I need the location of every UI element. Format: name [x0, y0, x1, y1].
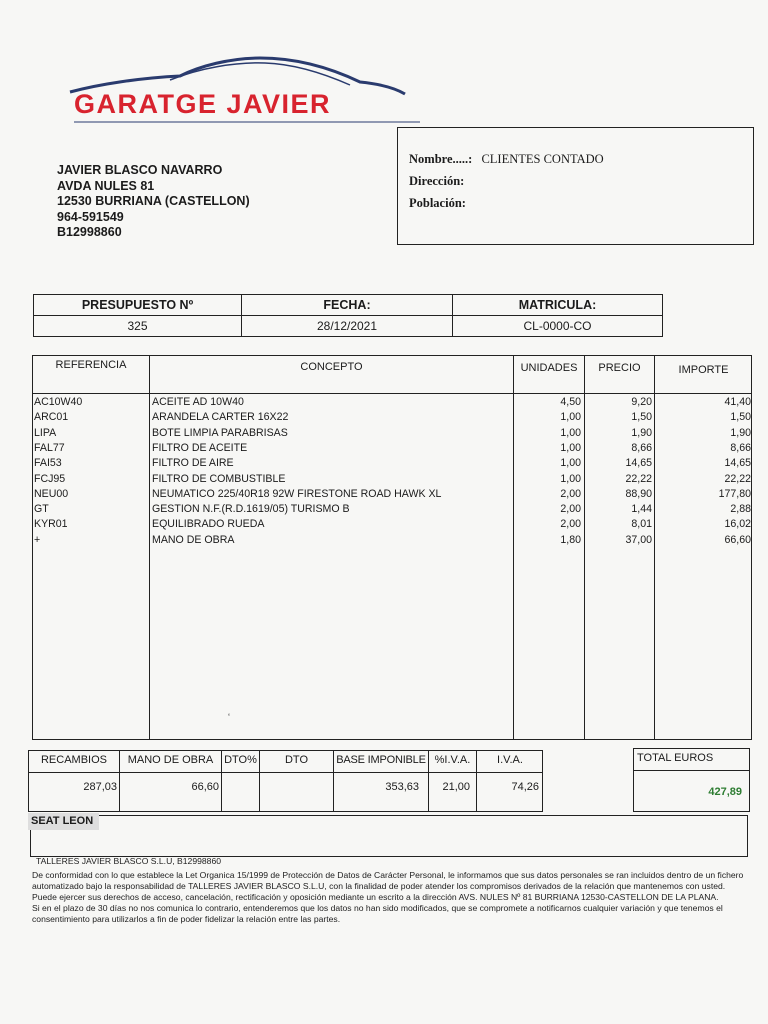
item-concept: ARANDELA CARTER 16X22 [152, 411, 289, 424]
item-units: 4,50 [560, 396, 581, 408]
item-units: 1,00 [560, 472, 581, 485]
vat-value: 74,26 [511, 781, 539, 793]
table-row [0, 411, 768, 426]
item-reference: LIPA [34, 426, 57, 439]
item-reference: + [34, 533, 41, 546]
item-concept: GESTION N.F.(R.D.1619/05) TURISMO B [152, 503, 350, 516]
parts-value: 287,03 [83, 781, 117, 793]
discount-label: DTO [284, 754, 309, 766]
item-price: 8,66 [631, 441, 652, 454]
item-units: 2,00 [560, 518, 581, 531]
company-info [57, 163, 250, 241]
plate-value: CL-0000-CO [452, 315, 663, 337]
legal-paragraph-3: Si en el plazo de 30 días no nos comunica lo contrario, entenderemos que los datos no han sido modificados, que se compromete a notificarnos cualquier variación y que tenemos el consentimiento para utilizarlos a fin de poder fidelizar la relación entre las partes. [32, 903, 723, 924]
item-concept: FILTRO DE ACEITE [152, 441, 248, 454]
item-price: 14,65 [625, 457, 652, 470]
item-reference: FCJ95 [34, 472, 66, 485]
item-units: 1,00 [560, 411, 581, 424]
client-name-value: CLIENTES CONTADO [481, 152, 604, 166]
legal-footer [32, 856, 752, 925]
table-row [0, 427, 768, 442]
item-amount: 14,65 [724, 457, 751, 470]
col-header-amount: IMPORTE [678, 364, 729, 376]
col-header-reference: REFERENCIA [55, 359, 127, 371]
table-row [0, 396, 768, 411]
company-phone: 964-591549 [57, 209, 124, 224]
logo-wordmark: GARATGE JAVIER [74, 89, 332, 119]
item-reference: AC10W40 [34, 396, 83, 408]
legal-paragraph-2: Puede ejercer sus derechos de acceso, cancelación, rectificación y oposición mediante un escrito a la dirección AVS. NULES Nº 81 BURRIANA 12530-CASTELLON DE LA PLANA. [32, 892, 719, 902]
item-amount: 2,88 [730, 503, 751, 516]
client-town-label: Población: [409, 196, 466, 210]
item-units: 1,00 [560, 457, 581, 470]
item-amount: 1,50 [730, 411, 751, 424]
item-amount: 1,90 [730, 426, 751, 439]
item-reference: FAL77 [34, 441, 65, 454]
client-box [397, 127, 754, 245]
item-units: 2,00 [560, 503, 581, 516]
item-amount: 66,60 [724, 533, 751, 546]
item-amount: 22,22 [724, 472, 751, 485]
client-name-label: Nombre.....: [409, 152, 473, 166]
taxable-base-label: BASE IMPONIBLE [336, 754, 426, 766]
vat-label: I.V.A. [497, 754, 523, 766]
plate-label: MATRICULA: [452, 294, 663, 316]
item-reference: KYR01 [34, 518, 68, 531]
date-value: 28/12/2021 [241, 315, 453, 337]
vehicle-box [30, 815, 748, 857]
item-price: 88,90 [625, 487, 652, 500]
vat-pct-label: %I.V.A. [434, 754, 471, 766]
date-label: FECHA: [241, 294, 453, 316]
labour-value: 66,60 [191, 781, 219, 793]
item-price: 1,44 [631, 503, 652, 516]
table-row [0, 534, 768, 549]
totals-divider [28, 772, 543, 773]
total-divider [633, 770, 750, 771]
footer-company-line: TALLERES JAVIER BLASCO S.L.U, B12998860 [36, 856, 222, 866]
item-units: 1,00 [560, 441, 581, 454]
table-row [0, 442, 768, 457]
table-row [0, 503, 768, 518]
item-units: 2,00 [560, 487, 581, 500]
item-amount: 16,02 [724, 518, 751, 531]
client-address-label: Dirección: [409, 174, 465, 188]
item-units: 1,00 [560, 426, 581, 439]
item-reference: GT [34, 503, 49, 516]
legal-paragraph-1: De conformidad con lo que establece la Let Organica 15/1999 de Protección de Datos de Carácter Personal, le informamos que sus datos personales se ran incluidos dentro de un fichero automatizado bajo la responsabilidad de TALLERES JAVIER BLASCO S.L.U, con la finalidad de poder atender los compromisos derivados de la relación que mantenemos con usted. [32, 870, 744, 891]
discount-pct-label: DTO% [224, 754, 257, 766]
company-tax-id: B12998860 [57, 225, 122, 239]
company-city: 12530 BURRIANA (CASTELLON) [57, 194, 250, 208]
vehicle-model: SEAT LEON [28, 813, 99, 830]
item-concept: FILTRO DE COMBUSTIBLE [152, 472, 286, 485]
item-units: 1,80 [560, 533, 581, 546]
item-price: 22,22 [625, 472, 652, 485]
item-concept: NEUMATICO 225/40R18 92W FIRESTONE ROAD HAWK XL [152, 487, 442, 500]
item-concept: FILTRO DE AIRE [152, 457, 234, 470]
item-price: 9,20 [631, 396, 652, 408]
total-value: 427,89 [708, 786, 742, 798]
item-concept: MANO DE OBRA [152, 533, 235, 546]
item-reference: FAI53 [34, 457, 62, 470]
col-header-price: PRECIO [598, 362, 641, 374]
vat-pct-value: 21,00 [442, 781, 470, 793]
table-row [0, 457, 768, 472]
taxable-base-value: 353,63 [385, 781, 419, 793]
budget-number-value: 325 [33, 315, 242, 337]
item-amount: 41,40 [724, 396, 751, 408]
item-price: 8,01 [631, 518, 652, 531]
header-divider [32, 393, 752, 394]
item-amount: 177,80 [718, 487, 751, 500]
item-concept: ACEITE AD 10W40 [152, 396, 244, 408]
company-address: AVDA NULES 81 [57, 178, 155, 193]
table-row [0, 473, 768, 488]
table-row [0, 488, 768, 503]
item-price: 1,90 [631, 426, 652, 439]
budget-number-label: PRESUPUESTO Nº [33, 294, 242, 316]
labour-label: MANO DE OBRA [127, 754, 214, 766]
item-reference: NEU00 [34, 487, 69, 500]
col-header-concept: CONCEPTO [300, 361, 363, 373]
scan-speck: ʻ [228, 712, 230, 722]
parts-label: RECAMBIOS [40, 754, 107, 766]
total-label: TOTAL EUROS [637, 752, 714, 764]
table-row [0, 518, 768, 533]
item-reference: ARC01 [34, 411, 69, 424]
item-amount: 8,66 [730, 441, 751, 454]
item-concept: BOTE LIMPIA PARABRISAS [152, 426, 288, 439]
company-name: JAVIER BLASCO NAVARRO [57, 163, 223, 177]
item-concept: EQUILIBRADO RUEDA [152, 518, 265, 531]
item-price: 1,50 [631, 411, 652, 424]
item-price: 37,00 [625, 533, 652, 546]
col-header-units: UNIDADES [520, 362, 578, 374]
